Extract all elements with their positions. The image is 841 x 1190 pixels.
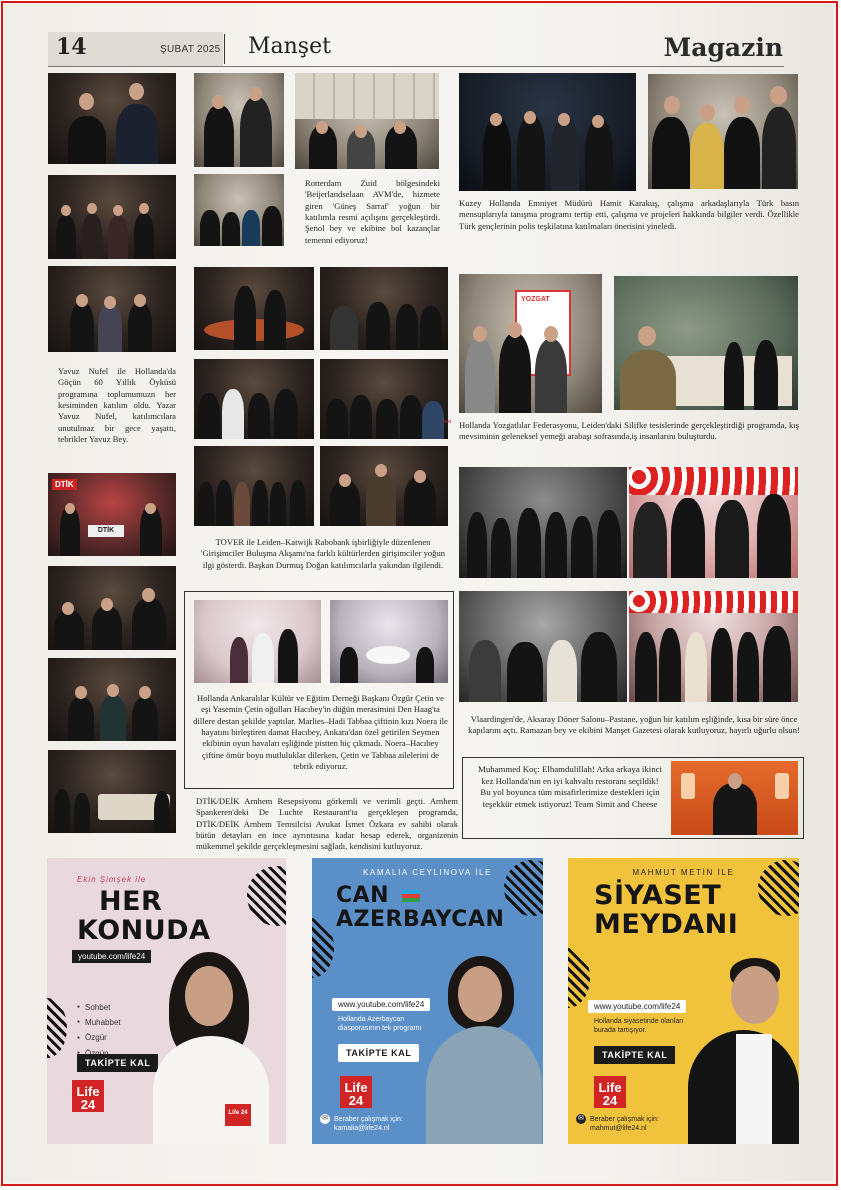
ad-stripe-decoration <box>568 948 590 1008</box>
ad-contact: ✉ Beraber çalışmak için: mahmut@life24.nl <box>576 1114 686 1133</box>
ad-siyaset-meydani <box>568 858 799 1144</box>
host-face <box>731 966 779 1024</box>
photo-tover-5 <box>194 446 314 526</box>
mail-icon: ✉ <box>576 1114 586 1124</box>
ad-program-note: Hollanda siyasetinde olanları burada tartışıyor. <box>594 1018 684 1034</box>
ad-title-line2: KONUDA <box>77 915 211 946</box>
caption-tover: TOVER ile Leiden–Katwijk Rabobank işbirliğiyle düzenlenen 'Girişimciler Buluşma Akşamı'na farklı kültürlerden girişimciler yoğun ilgi gösterdi. Başkan Durmuş Doğan katılımcılarla yakından ilgilendi. <box>200 537 446 570</box>
host-figure <box>153 1036 269 1144</box>
photo-emniyet-1 <box>459 73 636 191</box>
ad-host-kicker: MAHMUT METİN İLE <box>632 868 735 877</box>
dtik-lectern-sign: DTİK <box>88 525 124 537</box>
ad-stripe-decoration <box>47 998 67 1058</box>
header-rule <box>48 66 784 67</box>
photo-gunes-3 <box>295 73 439 169</box>
photo-aksaray-3 <box>459 591 627 702</box>
photo-tover-4 <box>320 359 448 439</box>
follow-button[interactable]: TAKİPTE KAL <box>594 1046 675 1064</box>
ad-youtube-link[interactable]: www.youtube.com/life24 <box>588 1000 686 1013</box>
category-title: Magazin <box>663 33 783 62</box>
tiny-text-mark: Text <box>442 419 452 425</box>
azerbaijan-flag-icon <box>402 890 420 902</box>
life24-logo: Life 24 <box>594 1076 626 1108</box>
dtik-banner-sign: DTİK <box>52 479 77 490</box>
life24-logo: Life 24 <box>72 1080 104 1112</box>
follow-button[interactable]: TAKİPTE KAL <box>77 1054 158 1072</box>
host-shirt <box>736 1034 772 1144</box>
photo-wedding-2 <box>330 600 448 683</box>
ad-can-azerbaycan <box>312 858 543 1144</box>
photo-wedding-1 <box>194 600 321 683</box>
follow-button[interactable]: TAKİPTE KAL <box>338 1044 419 1062</box>
photo-gunes-2 <box>194 174 284 246</box>
photo-simit-cheese <box>671 761 798 835</box>
host-face <box>458 966 502 1022</box>
caption-dtik-arnhem: DTİK/DEİK Arnhem Resepsiyonu görkemli ve verimli geçti. Arnhem Spankeren'deki De Luchte Restaurant'ta gerçekleşen programda, DTİK/DEİK Arnhem Temsilcisi Avukat İsmet Özkara ev sahibi olarak bütün detayları en ince ayrıntısına kadar hesap ederek, organizenin mükemmel şekilde gerçekleşmesini sağladı, kendisini kutluyoruz. <box>196 796 458 852</box>
caption-simit-cheese: Muhammed Koç: Elhamdulillah! Arka arkaya ikinci kez Hollanda'nın en iyi kahvaltı restoranı seçildik! Bu yol boyunca tüm misafirlerimize destekleri için teşekkür etmek istiyoruz! Team Simit and Cheese <box>478 764 662 809</box>
caption-yavuz-nufel: Yavuz Nufel ile Hollanda'da Göçün 60 Yıllık Öyküsü programına toplumumuzn her kesiminden katılım oldu. Yazar Yavuz Nufel, katılımcılara unutulmaz bir gece yaşattı, tebrikler Yavuz Bey. <box>58 366 176 445</box>
ad-title-line1: HER <box>99 886 163 917</box>
page-number: 14 <box>56 34 87 60</box>
topic-item: ● Sohbet <box>77 1000 121 1015</box>
photo-tover-3 <box>194 359 314 439</box>
ad-title-line2: MEYDANI <box>594 909 739 940</box>
photo-emniyet-2 <box>648 74 798 189</box>
caption-emniyet: Kuzey Hollanda Emniyet Müdürü Hamit Karakuş, çalışma arkadaşlarıyla Türk basın mensuplarıyla tanışma programı tertip etti, çalışma ve projeleri hakkında bilgiler verdi. Özellikle Türk gençlerinin polis teşkilatına katılmaları önerisini yineledi. <box>459 198 799 231</box>
photo-yavuz-3 <box>48 266 176 352</box>
host-face <box>185 966 233 1026</box>
host-figure <box>426 1026 542 1144</box>
photo-yavuz-1 <box>48 73 176 164</box>
ad-topic-list <box>77 1000 121 1061</box>
photo-dtik-1 <box>48 473 176 556</box>
photo-tover-2 <box>320 267 448 350</box>
mail-icon: ✉ <box>320 1114 330 1124</box>
photo-dtik-4 <box>48 750 176 833</box>
yozgat-banner-sign: YOZGAT <box>521 296 550 303</box>
photo-dtik-3 <box>48 658 176 741</box>
photo-aksaray-4 <box>629 591 798 702</box>
caption-gunes-sarraf: Rotterdam Zuid bölgesindeki 'Beijerlandselaan AVM'de, hizmete giren 'Güneş Sarraf' yoğun bir katılımla resmi açılışını gerçekleştirdi. Şenol bey ve ekibine bol kazançlar temenni ediyoruz! <box>305 178 440 245</box>
issue-date: ŞUBAT 2025 <box>160 44 221 55</box>
topic-item: ● Özgür <box>77 1030 121 1045</box>
photo-tover-6 <box>320 446 448 526</box>
caption-yozgat: Hollanda Yozgatlılar Federasyonu, Leiden'daki Silifke tesislerinde gerçekleştirdiği programda, kış mevsiminin geleneksel yemeği arabaşı sofrasında,iş insanlarını buluşturdu. <box>459 420 799 442</box>
photo-dtik-2 <box>48 566 176 650</box>
ad-title-line1: CAN <box>336 883 390 908</box>
caption-aksaray: Vlaardingen'de, Aksaray Döner Salonu–Pastane, yoğun bir katılım eşliğinde, kısa bir süre önce kapılarını açtı. Ramazan bey ve ekibini Manşet Gazetesi olarak kutluyoruz, hayırlı uğurlu olsun! <box>468 714 800 736</box>
ad-host-kicker: KAMALIA CEYLINOVA İLE <box>362 868 493 877</box>
topic-item: ● Muhabbet <box>77 1015 121 1030</box>
ad-her-konuda <box>47 858 286 1144</box>
contact-email[interactable]: mahmut@life24.nl <box>590 1125 647 1132</box>
header-divider <box>224 34 225 64</box>
photo-tover-1 <box>194 267 314 350</box>
ad-program-note: Hollanda Azerbaycan diasporasının tek programı <box>338 1016 422 1032</box>
caption-wedding: Hollanda Ankaralılar Kültür ve Eğitim Derneği Başkanı Özgür Çetin ve eşi Yasemin Çetin oğulları Hacıbey'in düğün merasimini Den Haag'ta dillere destan şekilde yaptılar. Marlies–Hadi Tabbaa çiftinin kızı Noera ile hayatını birleştiren damat Hacıbey, Ankara'dan özel getirilen Seymen ekibinin oyun havaları eşliğinde pistten hiç çıkmadı. Noera–Hacıbey çiftine ömür boyu mutluluklar dilerken, Çetin ve Tabbaa ailelerini de tebrik ediyoruz. <box>193 693 448 772</box>
ad-title-line2: AZERBAYCAN <box>336 907 505 932</box>
photo-yozgat-2 <box>614 276 798 410</box>
photo-gunes-1 <box>194 73 284 167</box>
ad-host-kicker: Ekin Şimşek ile <box>77 875 147 884</box>
photo-aksaray-1 <box>459 467 627 578</box>
photo-aksaray-2 <box>629 467 798 578</box>
ad-title-line1: SİYASET <box>594 880 722 911</box>
contact-email[interactable]: kamalia@life24.nl <box>334 1125 390 1132</box>
photo-yavuz-2 <box>48 175 176 259</box>
life24-logo: Life 24 <box>340 1076 372 1108</box>
ad-youtube-link[interactable]: www.youtube.com/life24 <box>332 998 430 1011</box>
ad-stripe-decoration <box>312 918 334 978</box>
ad-contact: ✉ Beraber çalışmak için: kamalia@life24.nl <box>320 1114 430 1133</box>
photo-yozgat-1 <box>459 274 602 413</box>
host-book: Life 24 <box>225 1104 251 1126</box>
ad-youtube-link[interactable]: youtube.com/life24 <box>72 950 151 963</box>
section-title: Manşet <box>248 34 331 59</box>
